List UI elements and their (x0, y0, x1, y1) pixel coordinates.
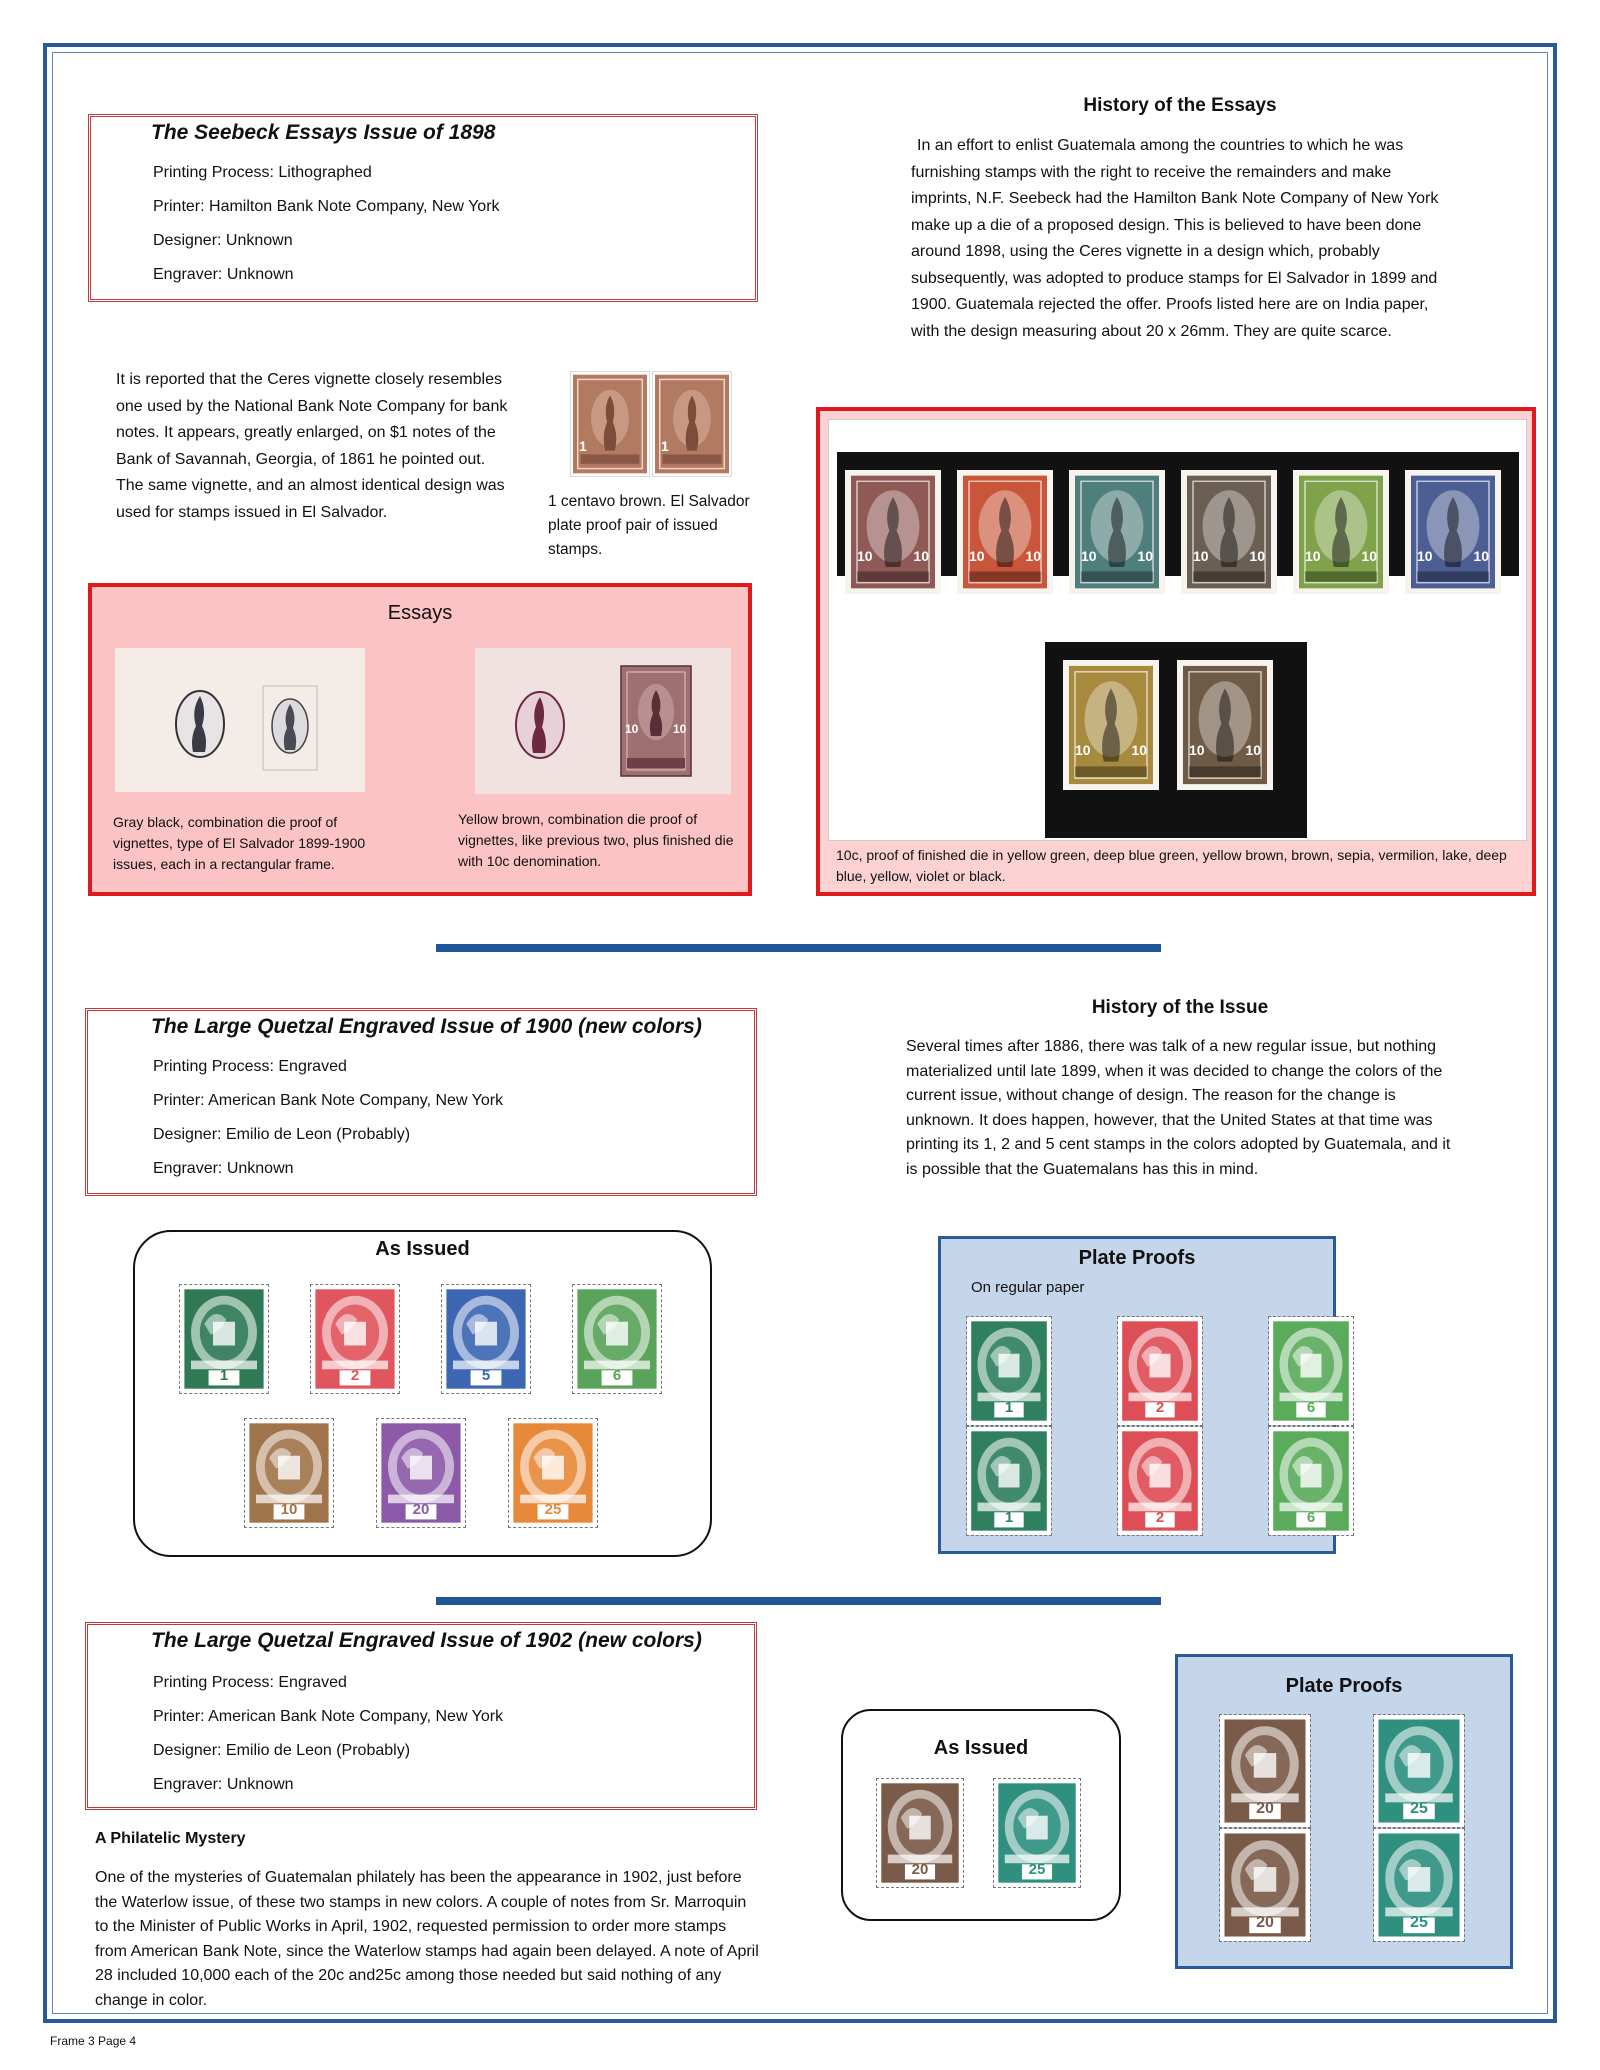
proof-value-right: 10 (1137, 548, 1153, 564)
page-footer: Frame 3 Page 4 (50, 2034, 137, 2048)
issue-1902-printer: Printer: American Bank Note Company, New York (153, 1708, 504, 1725)
issued-1900-stamp (180, 1285, 268, 1393)
issue-1902-engraver: Engraver: Unknown (153, 1776, 294, 1793)
essay-gray-black (115, 648, 365, 792)
proof-value-right: 10 (1249, 548, 1265, 564)
stamp-value: 1 (1004, 1399, 1014, 1416)
seebeck-printing-process: Printing Process: Lithographed (153, 164, 372, 181)
ceres-stamp-art (655, 374, 729, 474)
issued-1900-stamp (442, 1285, 530, 1393)
issued-1900-stamp (245, 1419, 333, 1527)
issued-1900-stamp (573, 1285, 661, 1393)
die-proofs-panel (828, 419, 1527, 841)
vignette-essay-art (115, 648, 365, 792)
stamp-value: 2 (1155, 1509, 1165, 1526)
history-issue-heading: History of the Issue (1091, 997, 1269, 1018)
mystery-text: One of the mysteries of Guatemalan philately has been the appearance in 1902, just before the Waterlow issue, of these two stamps in new colors. A couple of notes from Sr. Marroquin to the Minister of Public Works in April, 1902, requested permission to order more stamps from American Bank Note, since the Waterlow stamps had again been delayed. A note of April 28 included 10,000 each of the 20c and25c among those needed but said nothing of any change in color. (95, 1869, 759, 2009)
plate-proof-1900-bottom (1269, 1427, 1353, 1535)
proof-value-right: 10 (1025, 548, 1041, 564)
ceres-proof-art (845, 470, 941, 594)
stamp-value: 25 (1410, 1800, 1428, 1817)
ceres-proof-art (1293, 470, 1389, 594)
stamp-value: 1 (1004, 1509, 1014, 1526)
issue-1900-title: The Large Quetzal Engraved Issue of 1900 (new colors) (151, 1015, 702, 1038)
proof-value-left: 10 (1193, 548, 1209, 564)
proof-value-right: 10 (1473, 548, 1489, 564)
stamp-value: 2 (350, 1367, 360, 1384)
die-proof-stamp (1069, 470, 1165, 594)
history-issue-text: Several times after 1886, there was talk of a new regular issue, but nothing materialized until late 1899, when it was decided to change the colors of the current issue, without change of design. The reason for the change is unknown. It does happen, however, that the United States at that time was printing its 1, 2 and 5 cent stamps in the colors adopted by Guatemala, and it is possible that the Guatemalans has this in mind. (906, 1038, 1451, 1178)
ceres-vignette-text: It is reported that the Ceres vignette closely resembles one used by the National Bank Note Company for bank notes. It appears, greatly enlarged, on $1 notes of the Bank of Savannah, Georgia, of 1861 he pointed out. The same vignette, and an almost identical design was used for stamps issued in El Salvador. (116, 371, 508, 521)
plate-proof-1900-bottom (967, 1427, 1051, 1535)
section-divider-2 (436, 1597, 1161, 1605)
die-proofs-caption: 10c, proof of finished die in yellow green, deep blue green, yellow brown, brown, sepia, vermilion, lake, deep blue, yellow, violet or black. (836, 847, 1507, 884)
seebeck-title: The Seebeck Essays Issue of 1898 (151, 121, 496, 144)
plate-proof-1902-bottom (1374, 1829, 1464, 1941)
proof-value-right: 10 (1131, 742, 1147, 758)
as-issued-1902-box (841, 1709, 1121, 1921)
essay-value-right: 10 (673, 722, 687, 736)
issued-1900-stamp (509, 1419, 597, 1527)
proof-value-left: 10 (1189, 742, 1205, 758)
die-proof-stamp (1181, 470, 1277, 594)
essay-yellow-brown (475, 648, 731, 794)
die-proof-stamp (845, 470, 941, 594)
ceres-stamp-art (573, 374, 647, 474)
vignette-essay-art (475, 648, 731, 794)
issue-1900-printer: Printer: American Bank Note Company, New York (153, 1092, 504, 1109)
essays-heading: Essays (387, 602, 453, 624)
die-proof-stamp (957, 470, 1053, 594)
proof-value-right: 10 (1361, 548, 1377, 564)
stamp-value: 6 (1306, 1509, 1316, 1526)
ceres-proof-art (1069, 470, 1165, 594)
issued-1900-stamp (377, 1419, 465, 1527)
salvador-stamp-left (571, 372, 649, 476)
seebeck-engraver: Engraver: Unknown (153, 266, 294, 283)
plate-proofs-1900-box (938, 1236, 1336, 1554)
die-proofs-box (816, 407, 1536, 896)
history-essays-text: In an effort to enlist Guatemala among the countries to which he was furnishing stamps with the right to receive the remainders and make imprints, N.F. Seebeck had the Hamilton Bank Note Company of New York make up a die of a proposed design. This is believed to have been done around 1898, using the Ceres vignette in a design which, probably subsequently, was adopted to produce stamps for El Salvador in 1899 and 1900. Guatemala rejected the offer. Proofs listed here are on India paper, with the design measuring about 20 x 26mm. They are quite scarce. (911, 137, 1439, 340)
history-essays-heading: History of the Essays (1083, 95, 1277, 116)
essays-box (88, 583, 752, 896)
die-proof-stamp (1063, 660, 1159, 790)
mystery-heading: A Philatelic Mystery (95, 1830, 246, 1847)
plate-proof-1900-top (1269, 1317, 1353, 1425)
stamp-value: 6 (612, 1367, 622, 1384)
stamp-value: 5 (481, 1367, 491, 1384)
ceres-proof-art (1063, 660, 1159, 790)
issue-1902-box (85, 1622, 757, 1810)
salvador-value-left: 1 (579, 438, 587, 454)
stamp-value: 20 (911, 1861, 929, 1878)
proof-value-left: 10 (1081, 548, 1097, 564)
die-proof-stamp (1177, 660, 1273, 790)
stamp-value: 25 (1028, 1861, 1046, 1878)
plate-proofs-1902-heading: Plate Proofs (1285, 1675, 1403, 1697)
proof-value-left: 10 (1417, 548, 1433, 564)
issued-1900-stamp (311, 1285, 399, 1393)
stamp-value: 2 (1155, 1399, 1165, 1416)
plate-proofs-1900-subheading: On regular paper (971, 1279, 1085, 1296)
stamp-value: 1 (219, 1367, 229, 1384)
seebeck-designer: Designer: Unknown (153, 232, 293, 249)
issue-1900-box (85, 1008, 757, 1196)
salvador-proof-pair (571, 372, 731, 476)
plate-proofs-1902-box (1175, 1654, 1513, 1969)
as-issued-1900-heading: As Issued (375, 1238, 470, 1260)
ceres-proof-art (1405, 470, 1501, 594)
plate-proof-1900-top (967, 1317, 1051, 1425)
issue-1902-title: The Large Quetzal Engraved Issue of 1902 (new colors) (151, 1629, 702, 1652)
proof-value-left: 10 (969, 548, 985, 564)
as-issued-1902-heading: As Issued (933, 1737, 1029, 1759)
stamp-value: 6 (1306, 1399, 1316, 1416)
issue-1902-printing-process: Printing Process: Engraved (153, 1674, 347, 1691)
die-proof-stamp (1405, 470, 1501, 594)
plate-proof-1900-bottom (1118, 1427, 1202, 1535)
issue-1900-printing-process: Printing Process: Engraved (153, 1058, 347, 1075)
seebeck-issue-box (88, 114, 758, 302)
issued-1902-stamp (877, 1779, 963, 1887)
plate-proof-1902-bottom (1220, 1829, 1310, 1941)
proof-value-left: 10 (857, 548, 873, 564)
essay-caption-left: Gray black, combination die proof of vignettes, type of El Salvador 1899-1900 issues, each in a rectangular frame. (113, 814, 366, 872)
salvador-pair-caption: 1 centavo brown. El Salvador plate proof pair of issued stamps. (548, 493, 750, 558)
plate-proof-1900-top (1118, 1317, 1202, 1425)
plate-proof-1902-top (1220, 1715, 1310, 1827)
issue-1902-designer: Designer: Emilio de Leon (Probably) (153, 1742, 411, 1759)
stamp-value: 10 (280, 1501, 298, 1518)
ceres-proof-art (1181, 470, 1277, 594)
stamp-value: 25 (544, 1501, 562, 1518)
die-proof-stamp (1293, 470, 1389, 594)
as-issued-1900-box (133, 1230, 712, 1557)
ceres-proof-art (957, 470, 1053, 594)
essay-value-left: 10 (625, 722, 639, 736)
proof-value-right: 10 (1245, 742, 1261, 758)
stamp-value: 20 (1256, 1914, 1274, 1931)
proof-value-left: 10 (1075, 742, 1091, 758)
seebeck-printer: Printer: Hamilton Bank Note Company, New York (153, 198, 500, 215)
ceres-proof-art (1177, 660, 1273, 790)
stamp-value: 20 (1256, 1800, 1274, 1817)
issue-1900-designer: Designer: Emilio de Leon (Probably) (153, 1126, 411, 1143)
plate-proof-1902-top (1374, 1715, 1464, 1827)
stamp-value: 20 (412, 1501, 430, 1518)
proof-value-left: 10 (1305, 548, 1321, 564)
issued-1902-stamp (994, 1779, 1080, 1887)
salvador-value-right: 1 (661, 438, 669, 454)
essay-caption-right: Yellow brown, combination die proof of vignettes, like previous two, plus finished die with 10c denomination. (458, 811, 734, 869)
stamp-value: 25 (1410, 1914, 1428, 1931)
salvador-stamp-right (653, 372, 731, 476)
plate-proofs-1900-heading: Plate Proofs (1078, 1247, 1196, 1269)
proof-value-right: 10 (913, 548, 929, 564)
issue-1900-engraver: Engraver: Unknown (153, 1160, 294, 1177)
section-divider-1 (436, 944, 1161, 952)
